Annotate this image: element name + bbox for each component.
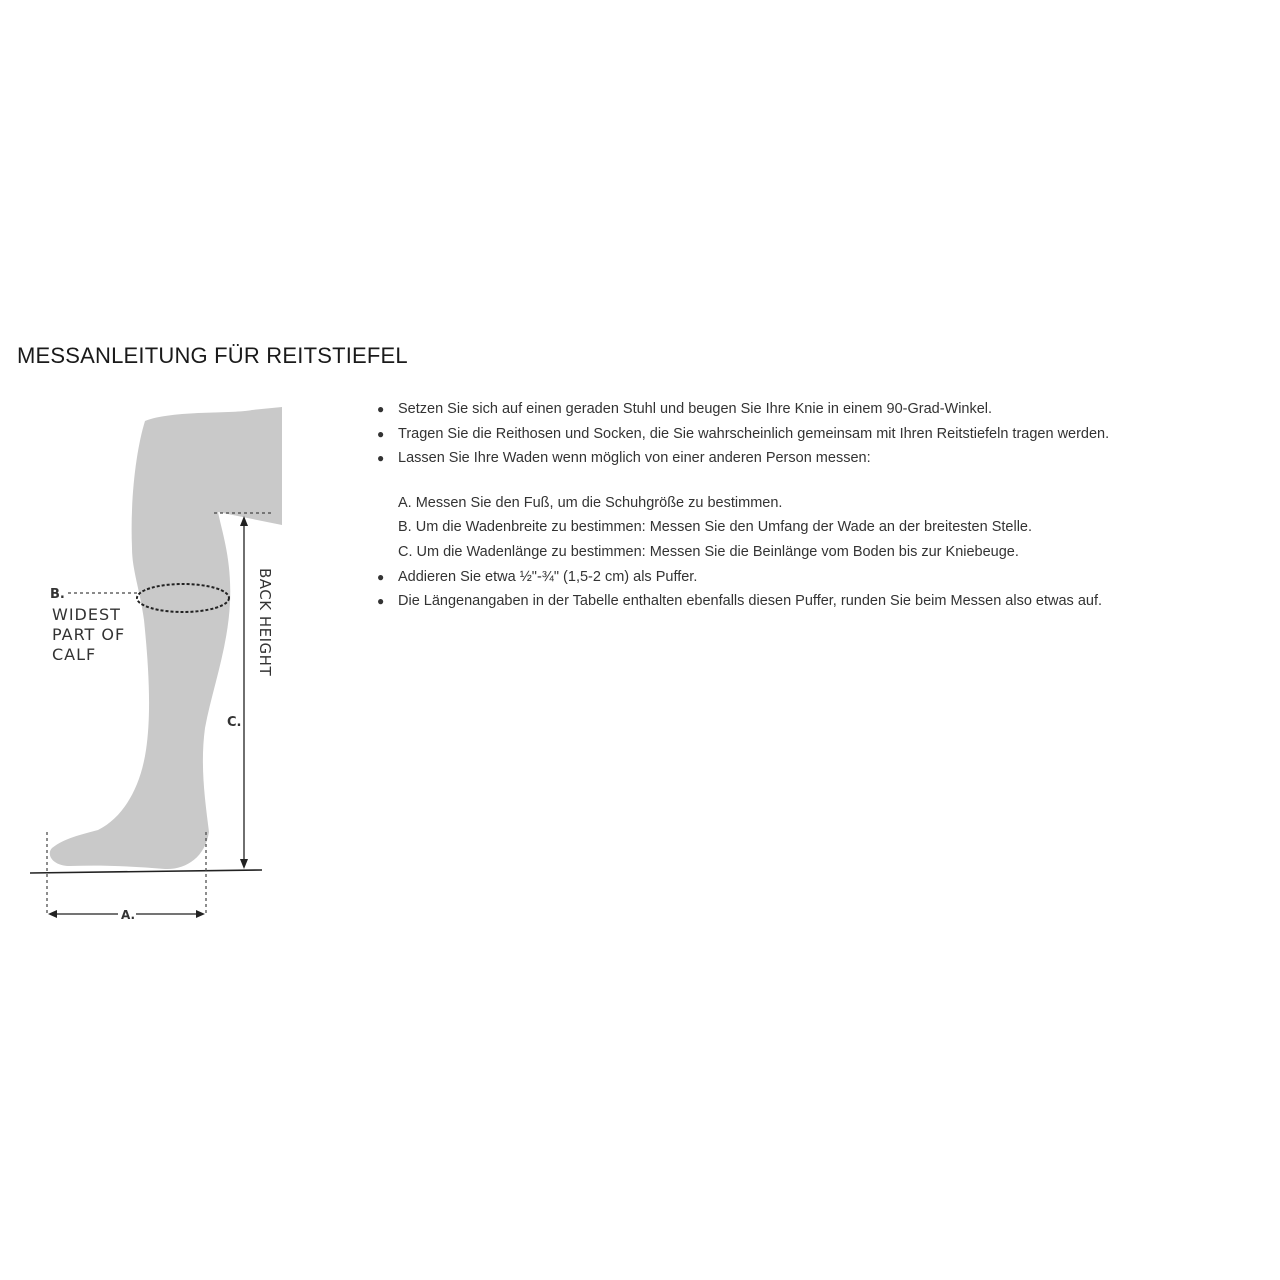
label-back-height: BACK HEIGHT xyxy=(256,568,274,677)
instruction-text: Setzen Sie sich auf einen geraden Stuhl und beugen Sie Ihre Knie in einem 90-Grad-Winkel. xyxy=(398,401,993,417)
step-a: A. Messen Sie den Fuß, um die Schuhgröße zu bestimmen. xyxy=(398,494,783,511)
step-b: B. Um die Wadenbreite zu bestimmen: Messen Sie den Umfang der Wade an der breitesten Stelle. xyxy=(398,519,1033,536)
instruction-text: Lassen Sie Ihre Waden wenn möglich von einer anderen Person messen: xyxy=(398,450,871,467)
instruction-text: Addieren Sie etwa ½"-¾" (1,5-2 cm) als Puffer. xyxy=(398,568,698,585)
floor-line xyxy=(30,870,262,873)
label-a-letter: A. xyxy=(121,908,136,922)
step-c: C. Um die Wadenlänge zu bestimmen: Messen Sie die Beinlänge vom Boden bis zur Kniebeuge. xyxy=(398,543,1019,560)
label-widest: WIDEST xyxy=(52,605,121,624)
measuring-instructions xyxy=(374,397,1264,614)
page-title: MESSANLEITUNG FÜR REITSTIEFEL xyxy=(17,343,408,368)
instruction-text: Die Längenangaben in der Tabelle enthalten ebenfalls diesen Puffer, runden Sie beim Messen also etwas auf. xyxy=(398,593,1103,610)
instructions-list-top xyxy=(374,397,1264,471)
spacer xyxy=(374,471,1264,491)
bullet-dot: ● xyxy=(377,594,385,609)
bullet-dot: ● xyxy=(377,426,385,441)
label-part-of: PART OF xyxy=(52,625,126,644)
instruction-text: Tragen Sie die Reithosen und Socken, die Sie wahrscheinlich gemeinsam mit Ihren Reitstiefeln tragen werden. xyxy=(398,425,1110,442)
instructions-list-bottom xyxy=(374,565,1264,614)
instruction-item xyxy=(374,565,1264,590)
label-c-letter: C. xyxy=(227,715,242,730)
back-height-arrow-bottom xyxy=(240,859,248,869)
foot-length-arrowhead-left xyxy=(48,910,57,918)
label-calf: CALF xyxy=(52,645,97,664)
bullet-dot: ● xyxy=(377,569,385,584)
measurement-steps xyxy=(374,491,1264,565)
instruction-item xyxy=(374,589,1264,614)
bullet-dot: ● xyxy=(377,451,385,466)
label-b-letter: B. xyxy=(50,587,65,602)
bullet-dot: ● xyxy=(377,402,385,416)
instruction-item xyxy=(374,422,1264,447)
instruction-item xyxy=(374,446,1264,471)
foot-length-arrowhead-right xyxy=(196,910,205,918)
leg-measurement-diagram xyxy=(0,380,330,940)
instruction-item xyxy=(374,397,1264,422)
